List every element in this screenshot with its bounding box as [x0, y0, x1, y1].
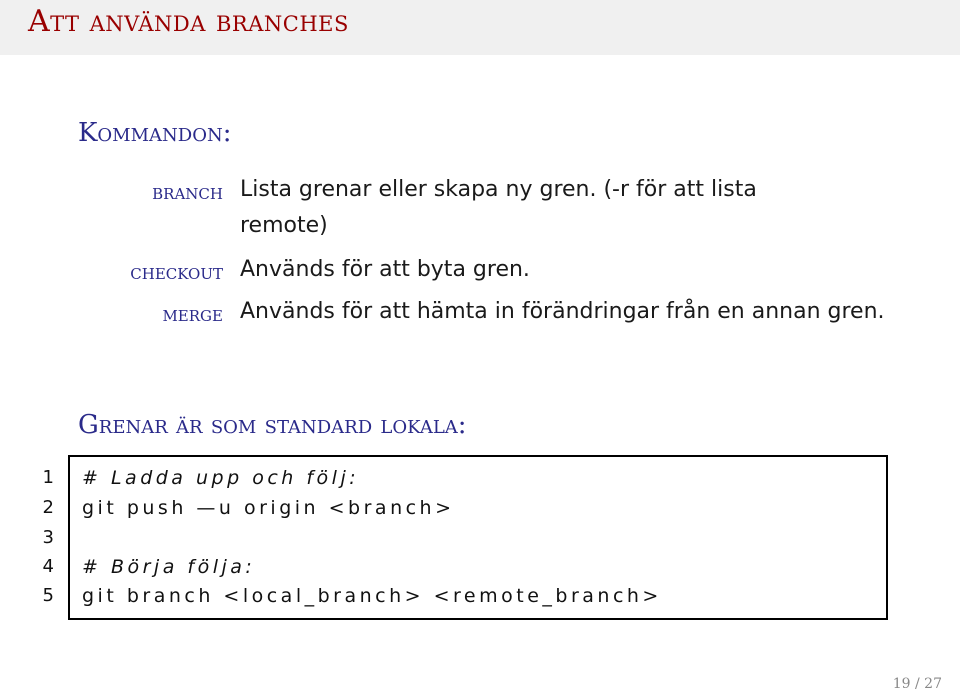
- command-term-merge: merge: [162, 302, 223, 326]
- code-line-comment: # Börja följa:: [82, 556, 256, 578]
- line-number: 3: [42, 527, 54, 548]
- line-number: 5: [42, 585, 54, 606]
- section-heading-commands: Kommandon:: [78, 118, 232, 148]
- line-number: 1: [42, 467, 54, 488]
- line-number: 4: [42, 556, 54, 577]
- line-number: 2: [42, 497, 54, 518]
- code-line-command: git push —u origin <branch>: [82, 497, 455, 519]
- code-line-command: git branch <local_branch> <remote_branch>: [82, 585, 662, 607]
- section-heading-branches: Grenar är som standard lokala:: [78, 410, 467, 440]
- page-number: 19 / 27: [892, 676, 942, 692]
- command-term-checkout: checkout: [130, 260, 223, 284]
- code-block: [68, 455, 888, 620]
- code-line-comment: # Ladda upp och följ:: [82, 467, 360, 489]
- command-desc-branch: Lista grenar eller skapa ny gren. (-r för att lista remote): [240, 177, 757, 238]
- command-desc-checkout: Används för att byta gren.: [240, 257, 530, 282]
- command-desc-merge: Används för att hämta in förändringar från en annan gren.: [240, 299, 885, 324]
- title-bar: [0, 0, 960, 55]
- command-term-branch: branch: [152, 180, 223, 204]
- frame-title: Att använda branches: [28, 4, 349, 39]
